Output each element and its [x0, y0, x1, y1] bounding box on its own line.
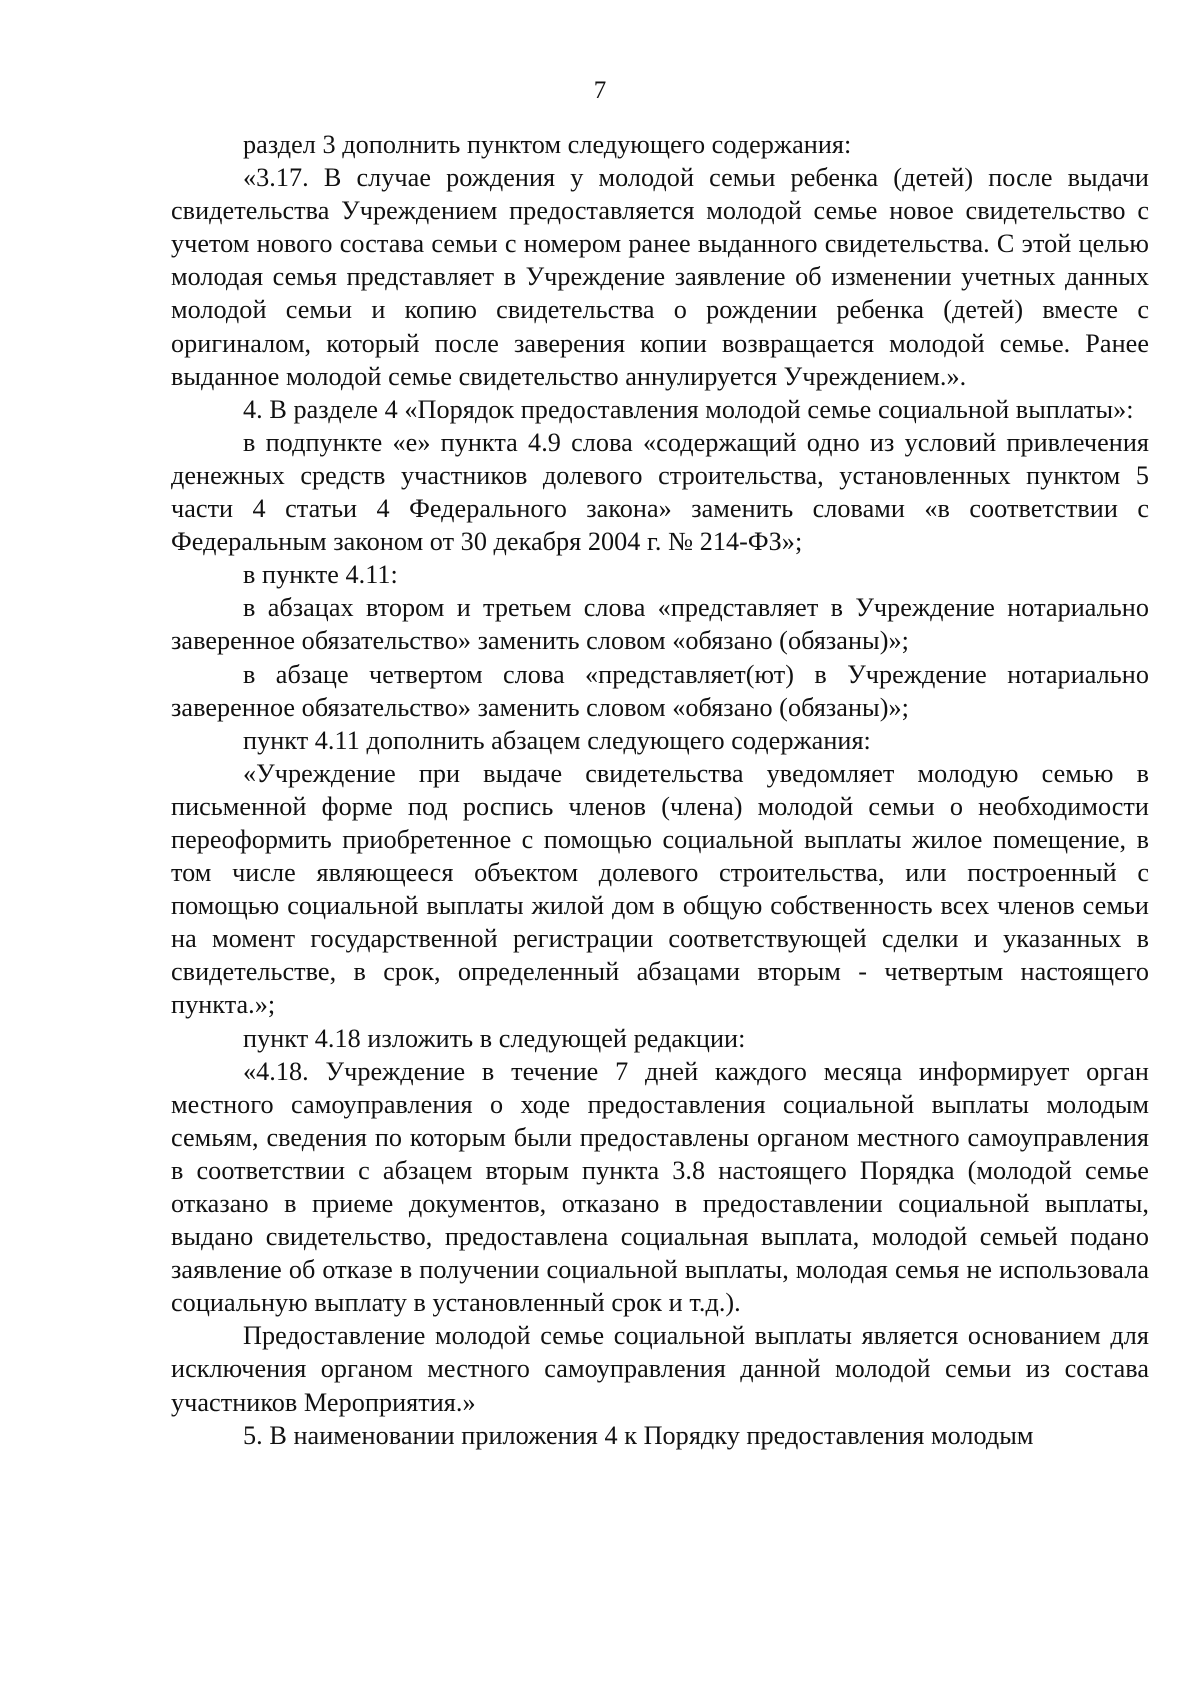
paragraph: «Учреждение при выдаче свидетельства уведомляет молодую семью в письменной форме под роспись членов (члена) молодой семьи о необходимости переоформить приобретенное с помощью социальной выплаты жилое помещение, в том числе являющееся объектом долевого строительства, или построенный с помощью социальной выплаты жилой дом в общую собственность всех членов семьи на момент государственной регистрации соответствующей сделки и указанных в свидетельстве, в срок, определенный абзацами вторым - четвертым настоящего пункта.»; [171, 758, 1149, 1020]
paragraph: в абзаце четвертом слова «представляет(ют) в Учреждение нотариально заверенное обязательство» заменить словом «обязано (обязаны)»; [171, 659, 1149, 722]
paragraph: «4.18. Учреждение в течение 7 дней каждого месяца информирует орган местного самоуправления о ходе предоставления социальной выплаты молодым семьям, сведения по которым были предоставлены органом местного самоуправления в соответствии с абзацем вторым пункта 3.8 настоящего Порядка (молодой семье отказано в приеме документов, отказано в предоставлении социальной выплаты, выдано свидетельство, предоставлена социальная выплата, молодой семьей подано заявление об отказе в получении социальной выплаты, молодая семья не использовала социальную выплату в установленный срок и т.д.). [171, 1056, 1149, 1318]
paragraph: пункт 4.11 дополнить абзацем следующего содержания: [243, 725, 871, 755]
paragraph: в абзацах втором и третьем слова «представляет в Учреждение нотариально заверенное обязательство» заменить словом «обязано (обязаны)»; [171, 593, 1149, 656]
paragraph: «3.17. В случае рождения у молодой семьи ребенка (детей) после выдачи свидетельства Учреждением предоставляется молодой семье новое свидетельство с учетом нового состава семьи с номером ранее выданного свидетельства. С этой целью молодая семья представляет в Учреждение заявление об изменении учетных данных молодой семьи и копию свидетельства о рождении ребенка (детей) вместе с оригиналом, который после заверения копии возвращается молодой семье. Ранее выданное молодой семье свидетельство аннулируется Учреждением.». [171, 163, 1149, 391]
paragraph: 5. В наименовании приложения 4 к Порядку предоставления молодым [243, 1420, 1034, 1450]
paragraph: раздел 3 дополнить пунктом следующего содержания: [243, 130, 852, 159]
paragraph: Предоставление молодой семье социальной выплаты является основанием для исключения органом местного самоуправления данной молодой семьи из состава участников Мероприятия.» [171, 1321, 1149, 1417]
paragraph: в пункте 4.11: [243, 560, 398, 590]
document-body [171, 128, 1149, 1452]
paragraph: пункт 4.18 изложить в следующей редакции: [243, 1023, 746, 1053]
paragraph: в подпункте «е» пункта 4.9 слова «содержащий одно из условий привлечения денежных средств участников долевого строительства, установленных пунктом 5 части 4 статьи 4 Федерального закона» заменить словами «в соответствии с Федеральным законом от 30 декабря 2004 г. № 214-ФЗ»; [171, 427, 1149, 557]
paragraph: 4. В разделе 4 «Порядок предоставления молодой семье социальной выплаты»: [243, 394, 1134, 424]
page-number: 7 [593, 77, 607, 104]
